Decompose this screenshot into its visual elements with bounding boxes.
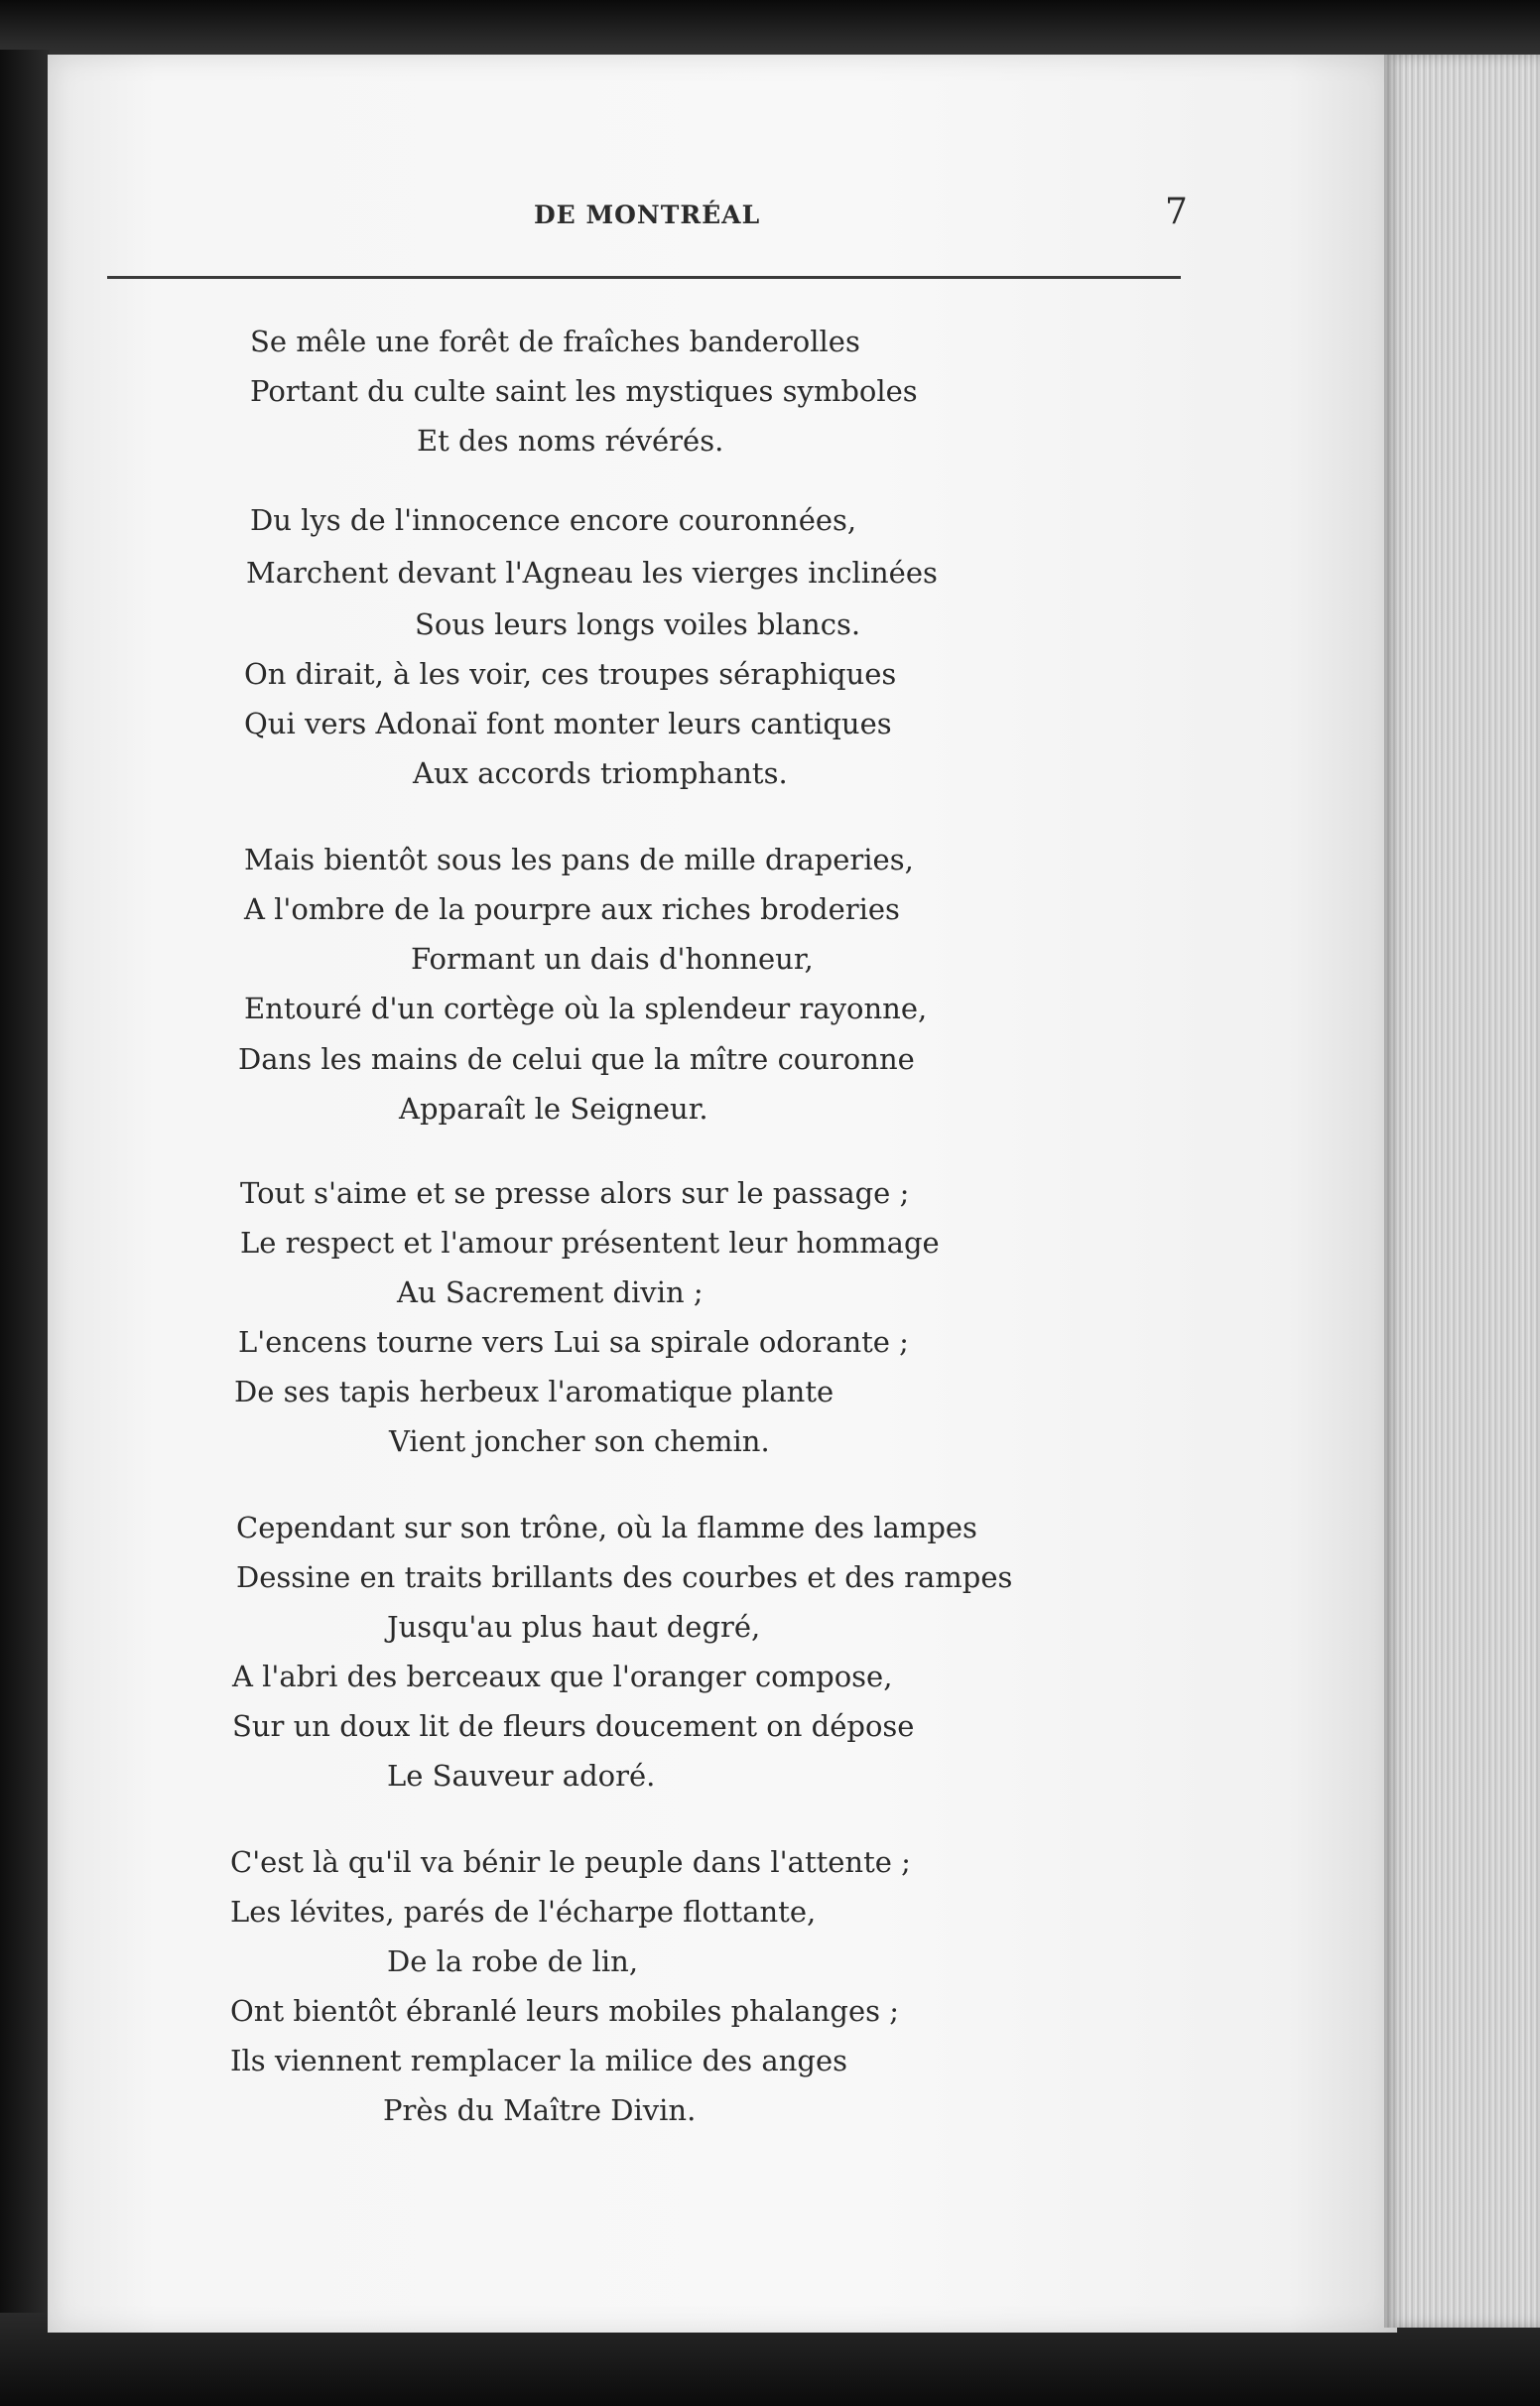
poem-line: De ses tapis herbeux l'aromatique plante	[234, 1375, 834, 1408]
poem-line: Tout s'aime et se presse alors sur le passage ;	[240, 1176, 910, 1210]
scan-left-border	[0, 50, 50, 2352]
poem-line: Cependant sur son trône, où la flamme des lampes	[236, 1511, 977, 1544]
poem-line: Et des noms révérés.	[417, 424, 724, 458]
poem-line: Entouré d'un cortège où la splendeur rayonne,	[244, 992, 928, 1025]
page-number: 7	[1165, 192, 1188, 232]
poem-line: Ils viennent remplacer la milice des anges	[230, 2044, 847, 2077]
poem-line: Formant un dais d'honneur,	[411, 942, 814, 976]
poem-line: Aux accords triomphants.	[413, 756, 788, 790]
poem-line: Le Sauveur adoré.	[387, 1759, 656, 1793]
poem-line: Portant du culte saint les mystiques symboles	[250, 374, 918, 408]
poem-line: C'est là qu'il va bénir le peuple dans l'attente ;	[230, 1845, 911, 1879]
poem-line: De la robe de lin,	[387, 1944, 639, 1978]
poem-line: Qui vers Adonaï font monter leurs cantiques	[244, 707, 892, 740]
poem-line: Apparaît le Seigneur.	[399, 1092, 708, 1126]
poem-line: A l'ombre de la pourpre aux riches broderies	[244, 892, 900, 926]
poem-line: Les lévites, parés de l'écharpe flottante,	[230, 1895, 817, 1929]
poem-line: Le respect et l'amour présentent leur hommage	[240, 1226, 940, 1260]
header-rule	[107, 276, 1181, 279]
running-title: DE MONTRÉAL	[534, 200, 761, 229]
poem-line: L'encens tourne vers Lui sa spirale odorante ;	[238, 1325, 909, 1359]
poem-line: Du lys de l'innocence encore couronnées,	[250, 503, 857, 537]
poem-line: Ont bientôt ébranlé leurs mobiles phalanges ;	[230, 1994, 899, 2028]
poem-line: Sous leurs longs voiles blancs.	[415, 607, 861, 641]
poem-line: On dirait, à les voir, ces troupes séraphiques	[244, 657, 897, 691]
poem-line: A l'abri des berceaux que l'oranger compose,	[232, 1660, 893, 1693]
poem-line: Dans les mains de celui que la mître couronne	[238, 1042, 915, 1076]
poem-line: Au Sacrement divin ;	[397, 1275, 704, 1309]
poem-line: Près du Maître Divin.	[383, 2093, 697, 2127]
poem-line: Jusqu'au plus haut degré,	[387, 1610, 761, 1644]
poem-line: Mais bientôt sous les pans de mille draperies,	[244, 843, 914, 876]
poem-line: Marchent devant l'Agneau les vierges inclinées	[246, 556, 938, 590]
poem-line: Se mêle une forêt de fraîches banderolles	[250, 325, 860, 358]
poem-line: Sur un doux lit de fleurs doucement on dépose	[232, 1709, 915, 1743]
poem-line: Dessine en traits brillants des courbes et des rampes	[236, 1560, 1013, 1594]
poem-line: Vient joncher son chemin.	[389, 1424, 770, 1458]
book-fore-edge	[1384, 55, 1540, 2328]
